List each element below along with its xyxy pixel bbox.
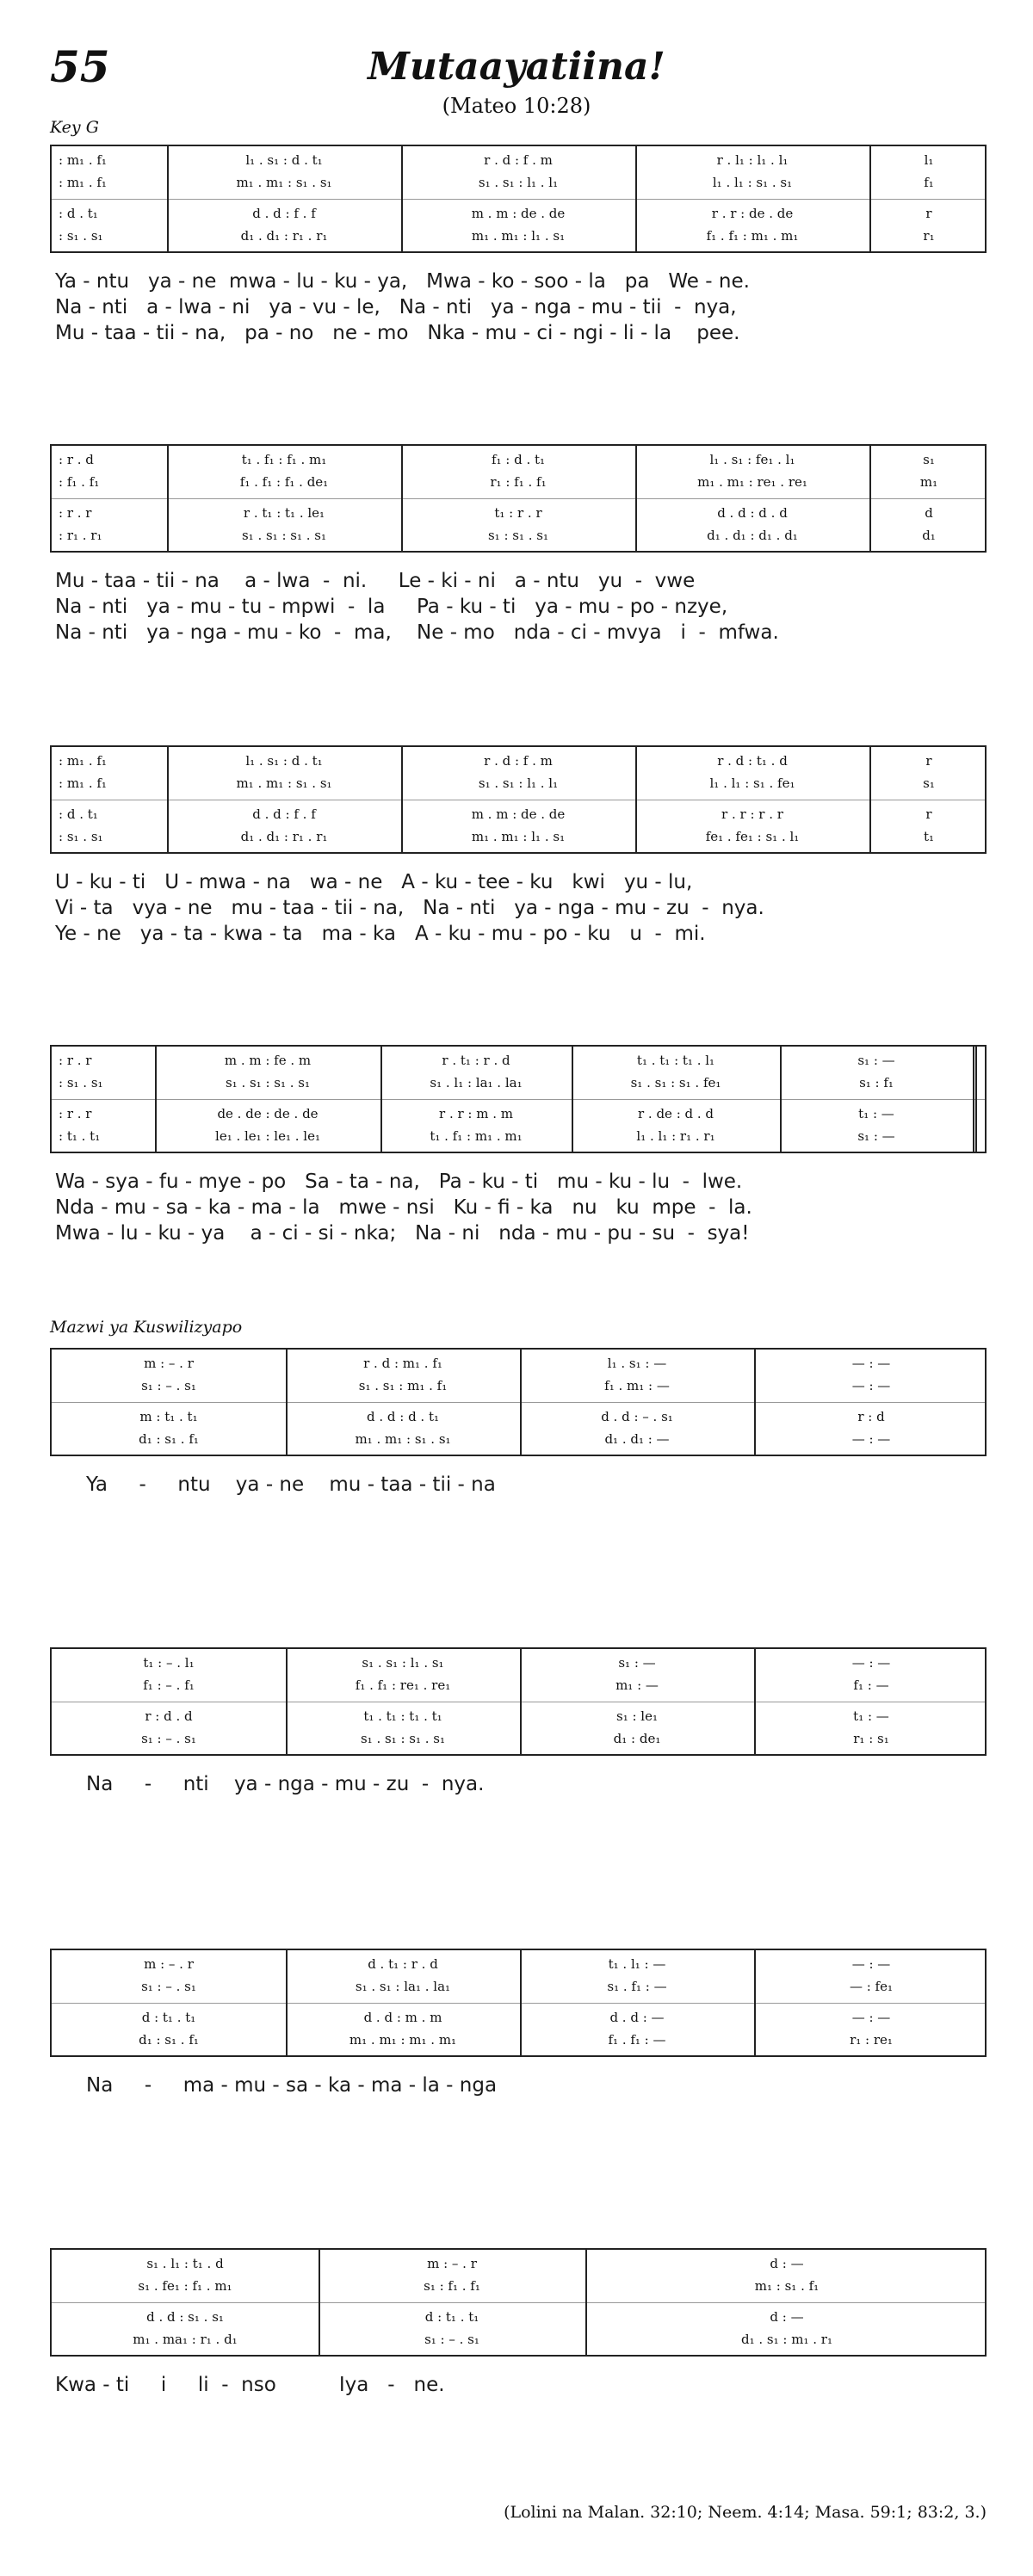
solfa-cell: f₁ . f₁ : re₁ . re₁: [355, 1677, 451, 1693]
solfa-cell: : r₁ . r₁: [59, 528, 102, 543]
solfa-cell: d₁ : s₁ . f₁: [139, 2032, 199, 2048]
solfa-cell: r : d . d: [145, 1708, 193, 1724]
solfa-cell: r . d : f . m: [484, 753, 553, 769]
solfa-cell: d . d : —: [609, 2010, 665, 2025]
solfa-cell: d . d : s₁ . s₁: [146, 2309, 224, 2325]
solfa-cell: s₁ . l₁ : t₁ . d: [146, 2256, 224, 2271]
solfa-cell: d₁ . d₁ : r₁ . r₁: [240, 829, 328, 844]
solfa-cell: m : – . r: [427, 2256, 477, 2271]
lyric-line: Na - ma - mu - sa - ka - ma - la - nga: [86, 2074, 498, 2097]
solfa-cell: s₁ : f₁: [859, 1075, 894, 1090]
solfa-cell: : d . t₁: [59, 806, 98, 822]
solfa-cell: r . l₁ : l₁ . l₁: [716, 152, 789, 168]
lyric-line: Na - nti a - lwa - ni ya - vu - le, Na - nti ya - nga - mu - tii - nya,: [55, 296, 737, 318]
solfa-cell: fe₁ . fe₁ : s₁ . l₁: [705, 829, 800, 844]
solfa-cell: m₁ . m₁ : s₁ . s₁: [355, 1431, 451, 1447]
solfa-cell: d₁ : s₁ . f₁: [139, 1431, 199, 1447]
solfa-cell: r . d : f . m: [484, 152, 553, 168]
solfa-cell: t₁ . l₁ : —: [608, 1956, 666, 1972]
lyric-line: Ya - ntu ya - ne mwa - lu - ku - ya, Mwa - ko - soo - la pa We - ne.: [55, 270, 750, 293]
solfa-cell: r₁: [923, 228, 935, 244]
solfa-cell: s₁ : – . s₁: [424, 2332, 479, 2347]
solfa-cell: f₁ . m₁ : —: [604, 1378, 670, 1393]
solfa-cell: d . d : f . f: [252, 206, 316, 221]
solfa-cell: m₁ . m₁ : s₁ . s₁: [236, 775, 332, 791]
music-system-6: [50, 1647, 987, 1756]
solfa-cell: t₁ . f₁ : f₁ . m₁: [241, 452, 327, 467]
solfa-cell: : s₁ . s₁: [59, 228, 103, 244]
solfa-cell: m₁ . m₁ : m₁ . m₁: [349, 2032, 457, 2048]
solfa-cell: : t₁ . t₁: [59, 1128, 101, 1144]
solfa-cell: l₁ . s₁ : —: [607, 1356, 667, 1371]
solfa-cell: f₁ . f₁ : m₁ . m₁: [706, 228, 799, 244]
solfa-cell: d : t₁ . t₁: [424, 2309, 479, 2325]
solfa-cell: l₁ . s₁ : fe₁ . l₁: [709, 452, 795, 467]
solfa-cell: r₁ : f₁ . f₁: [490, 474, 547, 490]
solfa-cell: s₁ . l₁ : la₁ . la₁: [430, 1075, 523, 1090]
lyric-line: Kwa - ti i li - nso Iya - ne.: [55, 2374, 445, 2396]
solfa-cell: t₁ . t₁ : t₁ . l₁: [636, 1053, 715, 1068]
solfa-cell: d : —: [770, 2309, 804, 2325]
music-system-8: [50, 2248, 987, 2357]
music-system-2: [50, 444, 987, 553]
solfa-cell: s₁ : le₁: [616, 1708, 658, 1724]
solfa-cell: s₁ : —: [857, 1053, 895, 1068]
solfa-cell: : s₁ . s₁: [59, 829, 103, 844]
solfa-cell: f₁: [924, 175, 934, 190]
solfa-cell: m . m : de . de: [471, 206, 566, 221]
music-system-7: [50, 1949, 987, 2057]
lyric-line: Mu - taa - tii - na a - lwa - ni. Le - ki - ni a - ntu yu - vwe: [55, 570, 696, 592]
solfa-cell: r : d: [857, 1409, 885, 1424]
solfa-cell: m₁: [919, 474, 938, 490]
solfa-cell: d : —: [770, 2256, 804, 2271]
solfa-cell: m₁ . m₁ : s₁ . s₁: [236, 175, 332, 190]
solfa-cell: t₁ : —: [853, 1708, 889, 1724]
solfa-cell: r . d : m₁ . f₁: [363, 1356, 442, 1371]
solfa-cell: : r . r: [59, 1106, 92, 1121]
solfa-cell: m₁ : s₁ . f₁: [754, 2278, 820, 2294]
solfa-cell: d₁: [922, 528, 936, 543]
solfa-cell: f₁ : —: [853, 1677, 889, 1693]
solfa-cell: l₁ . s₁ : d . t₁: [245, 152, 323, 168]
solfa-cell: d . d : m . m: [363, 2010, 442, 2025]
solfa-cell: m₁ . m₁ : l₁ . s₁: [471, 228, 566, 244]
solfa-cell: : m₁ . f₁: [59, 753, 107, 769]
solfa-cell: r . t₁ : r . d: [442, 1053, 510, 1068]
solfa-cell: le₁ . le₁ : le₁ . le₁: [215, 1128, 320, 1144]
hymn-number: 55: [50, 41, 110, 92]
solfa-cell: f₁ : – . f₁: [143, 1677, 195, 1693]
solfa-cell: — : —: [851, 1431, 891, 1447]
lyric-line: Ya - ntu ya - ne mu - taa - tii - na: [86, 1473, 496, 1496]
solfa-cell: d : t₁ . t₁: [141, 2010, 196, 2025]
solfa-cell: — : —: [851, 1356, 891, 1371]
solfa-cell: f₁ . f₁ : —: [608, 2032, 666, 2048]
lyric-line: Wa - sya - fu - mye - po Sa - ta - na, Pa - ku - ti mu - ku - lu - lwe.: [55, 1171, 743, 1193]
solfa-cell: : s₁ . s₁: [59, 1075, 103, 1090]
solfa-cell: — : —: [851, 2010, 891, 2025]
solfa-cell: r₁ : re₁: [850, 2032, 893, 2048]
solfa-cell: r . r : de . de: [711, 206, 794, 221]
solfa-cell: d: [925, 505, 933, 521]
solfa-cell: s₁ . s₁ : s₁ . s₁: [225, 1075, 311, 1090]
solfa-cell: d . d : d . t₁: [366, 1409, 440, 1424]
solfa-cell: s₁ : f₁ . f₁: [424, 2278, 480, 2294]
solfa-cell: d₁ : de₁: [613, 1731, 661, 1746]
solfa-cell: : m₁ . f₁: [59, 775, 107, 791]
lyric-line: Na - nti ya - nga - mu - zu - nya.: [86, 1773, 485, 1795]
solfa-cell: l₁ . l₁ : s₁ . fe₁: [709, 775, 795, 791]
solfa-cell: m . m : fe . m: [224, 1053, 312, 1068]
solfa-cell: r: [925, 753, 932, 769]
solfa-cell: r: [925, 806, 932, 822]
solfa-cell: r . r : r . r: [721, 806, 783, 822]
solfa-cell: d . d : f . f: [252, 806, 316, 822]
solfa-cell: m . m : de . de: [471, 806, 566, 822]
solfa-cell: s₁ : – . s₁: [141, 1731, 196, 1746]
solfa-cell: s₁ . s₁ : l₁ . l₁: [478, 175, 559, 190]
solfa-cell: f₁ : d . t₁: [491, 452, 546, 467]
solfa-cell: r . de : d . d: [637, 1106, 714, 1121]
solfa-cell: s₁ : – . s₁: [141, 1979, 196, 1994]
solfa-cell: m : – . r: [144, 1956, 194, 1972]
solfa-cell: s₁ : —: [857, 1128, 895, 1144]
footer-references: (Lolini na Malan. 32:10; Neem. 4:14; Masa. 59:1; 83:2, 3.): [504, 2503, 987, 2522]
solfa-cell: de . de : de . de: [217, 1106, 319, 1121]
solfa-cell: m₁ . m₁ : re₁ . re₁: [697, 474, 807, 490]
solfa-cell: t₁ : – . l₁: [143, 1655, 195, 1671]
solfa-cell: s₁ . s₁ : la₁ . la₁: [355, 1979, 451, 1994]
solfa-cell: r₁ : s₁: [853, 1731, 889, 1746]
solfa-cell: d₁ . d₁ : —: [604, 1431, 670, 1447]
key-signature: Key G: [50, 118, 99, 137]
solfa-cell: f₁ . f₁ : f₁ . de₁: [239, 474, 329, 490]
solfa-cell: d . d : d . d: [717, 505, 788, 521]
solfa-cell: t₁ . t₁ : t₁ . t₁: [363, 1708, 442, 1724]
solfa-cell: m : t₁ . t₁: [139, 1409, 198, 1424]
solfa-cell: t₁ : r . r: [494, 505, 542, 521]
solfa-cell: : r . r: [59, 505, 92, 521]
solfa-cell: s₁: [923, 775, 935, 791]
solfa-cell: s₁ . s₁ : s₁ . fe₁: [630, 1075, 721, 1090]
solfa-cell: d₁ . d₁ : r₁ . r₁: [240, 228, 328, 244]
lyric-line: Ye - ne ya - ta - kwa - ta ma - ka A - ku - mu - po - ku u - mi.: [55, 923, 706, 945]
solfa-cell: d₁ . s₁ : m₁ . r₁: [741, 2332, 832, 2347]
lyric-line: U - ku - ti U - mwa - na wa - ne A - ku - tee - ku kwi yu - lu,: [55, 871, 693, 893]
solfa-cell: — : —: [851, 1655, 891, 1671]
solfa-cell: m₁ . ma₁ : r₁ . d₁: [133, 2332, 238, 2347]
solfa-cell: t₁ : —: [858, 1106, 894, 1121]
solfa-cell: d . t₁ : r . d: [368, 1956, 438, 1972]
solfa-cell: r . d : t₁ . d: [717, 753, 788, 769]
solfa-cell: s₁ . s₁ : l₁ . l₁: [478, 775, 559, 791]
solfa-cell: s₁ . s₁ : s₁ . s₁: [360, 1731, 446, 1746]
solfa-cell: m : – . r: [144, 1356, 194, 1371]
solfa-cell: — : fe₁: [849, 1979, 894, 1994]
solfa-cell: : m₁ . f₁: [59, 175, 107, 190]
solfa-cell: r . r : m . m: [439, 1106, 513, 1121]
music-system-4: [50, 1045, 987, 1153]
solfa-cell: t₁ . f₁ : m₁ . m₁: [430, 1128, 523, 1144]
solfa-cell: s₁ . s₁ : l₁ . s₁: [362, 1655, 444, 1671]
solfa-cell: m₁ . m₁ : l₁ . s₁: [471, 829, 566, 844]
solfa-cell: — : —: [851, 1956, 891, 1972]
solfa-cell: s₁: [923, 452, 935, 467]
lyric-line: Vi - ta vya - ne mu - taa - tii - na, Na - nti ya - nga - mu - zu - nya.: [55, 897, 764, 919]
solfa-cell: s₁ : —: [618, 1655, 656, 1671]
solfa-cell: d . d : – . s₁: [601, 1409, 673, 1424]
lyric-line: Nda - mu - sa - ka - ma - la mwe - nsi Ku - fi - ka nu ku mpe - la.: [55, 1196, 752, 1219]
solfa-cell: : r . d: [59, 452, 94, 467]
solfa-cell: l₁ . l₁ : s₁ . s₁: [712, 175, 793, 190]
solfa-cell: s₁ . f₁ : —: [607, 1979, 667, 1994]
solfa-cell: d₁ . d₁ : d₁ . d₁: [707, 528, 798, 543]
solfa-cell: s₁ . s₁ : s₁ . s₁: [241, 528, 327, 543]
solfa-cell: : f₁ . f₁: [59, 474, 100, 490]
lyric-line: Na - nti ya - mu - tu - mpwi - la Pa - ku - ti ya - mu - po - nzye,: [55, 596, 728, 618]
solfa-cell: : m₁ . f₁: [59, 152, 107, 168]
scripture-reference: (Mateo 10:28): [442, 94, 591, 118]
solfa-cell: s₁ . s₁ : m₁ . f₁: [358, 1378, 448, 1393]
solfa-cell: t₁: [923, 829, 935, 844]
music-system-1: [50, 145, 987, 253]
solfa-cell: — : —: [851, 1378, 891, 1393]
lyric-line: Na - nti ya - nga - mu - ko - ma, Ne - mo nda - ci - mvya i - mfwa.: [55, 621, 779, 644]
solfa-cell: l₁ . s₁ : d . t₁: [245, 753, 323, 769]
solfa-cell: m₁ : —: [615, 1677, 659, 1693]
solfa-cell: l₁: [924, 152, 934, 168]
solfa-cell: r . t₁ : t₁ . le₁: [243, 505, 325, 521]
solfa-cell: s₁ : s₁ . s₁: [487, 528, 549, 543]
solfa-cell: : r . r: [59, 1053, 92, 1068]
music-system-3: [50, 745, 987, 854]
lyric-line: Mwa - lu - ku - ya a - ci - si - nka; Na - ni nda - mu - pu - su - sya!: [55, 1222, 750, 1245]
hymn-title: Mutaayatiina!: [368, 45, 665, 89]
music-system-5: [50, 1348, 987, 1456]
refrain-label: Mazwi ya Kuswilizyapo: [50, 1318, 243, 1337]
solfa-cell: s₁ . fe₁ : f₁ . m₁: [138, 2278, 232, 2294]
solfa-cell: r: [925, 206, 932, 221]
solfa-cell: s₁ : – . s₁: [141, 1378, 196, 1393]
lyric-line: Mu - taa - tii - na, pa - no ne - mo Nka - mu - ci - ngi - li - la pee.: [55, 322, 740, 344]
solfa-cell: l₁ . l₁ : r₁ . r₁: [636, 1128, 715, 1144]
solfa-cell: : d . t₁: [59, 206, 98, 221]
